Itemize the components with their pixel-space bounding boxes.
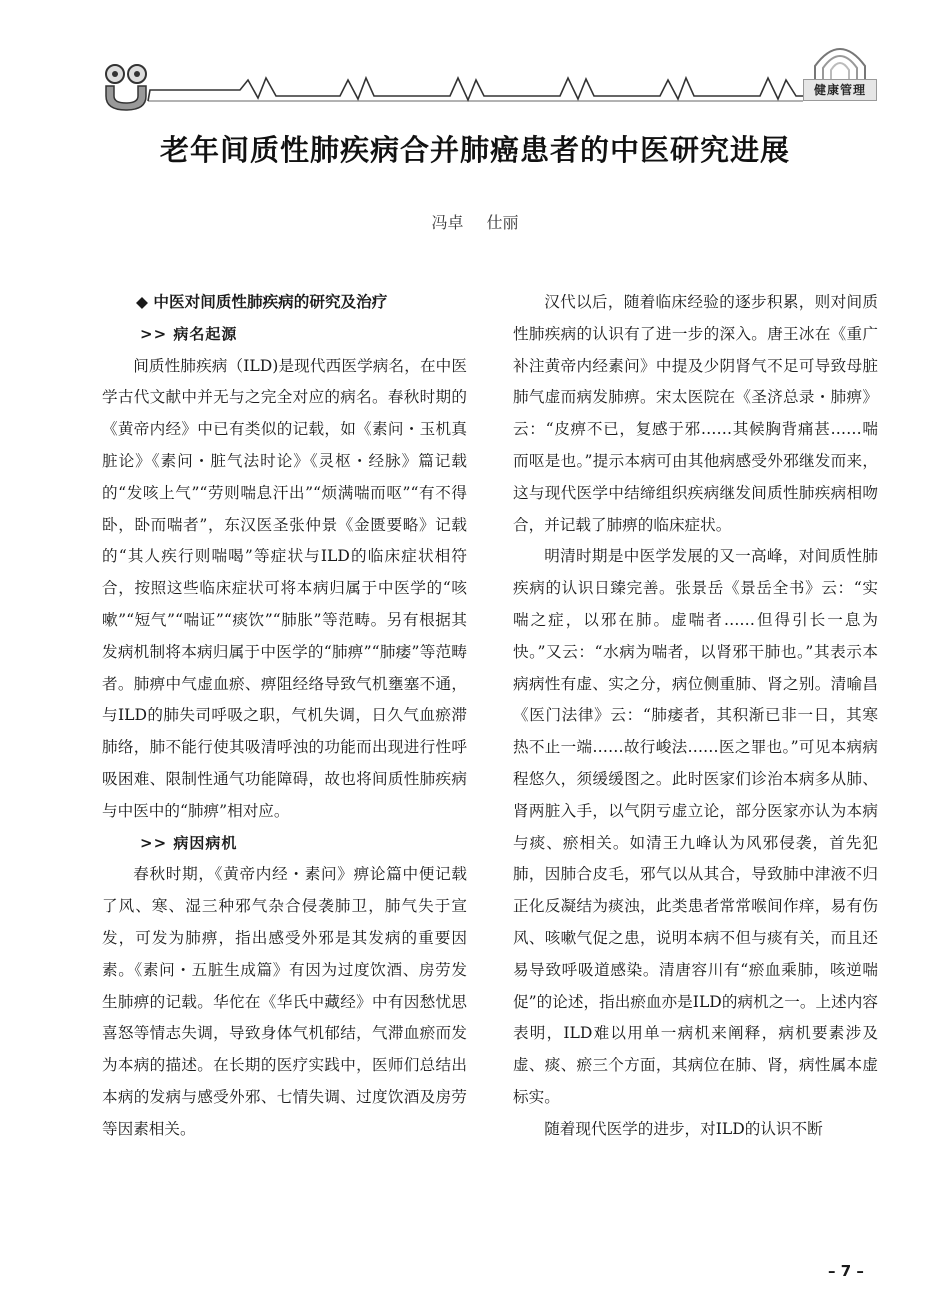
- header-ornament: [0, 0, 950, 130]
- paragraph: 汉代以后，随着临床经验的逐步积累，则对间质性肺疾病的认识有了进一步的深入。唐王冰在《重广补注黄帝内经素问》中提及少阴肾气不足可导致母脏肺气虚而病发肺痹。宋太医院在《圣济总录・肺痹》云：“皮痹不已，复感于邪……其候胸背痛甚……喘而呕是也。”提示本病可由其他病感受外邪继发而来，这与现代医学中结缔组织疾病继发间质性肺疾病相吻合，并记载了肺痹的临床症状。: [513, 293, 878, 534]
- arch-icon: [815, 49, 865, 80]
- left-column: [102, 287, 467, 1146]
- page-header: [0, 0, 950, 130]
- page-number: – 7 –: [828, 1262, 864, 1280]
- subheading-etiology: >> 病因病机: [140, 833, 238, 852]
- article-title: 老年间质性肺疾病合并肺癌患者的中医研究进展: [159, 133, 790, 167]
- right-column: [513, 287, 878, 1146]
- paragraph: 随着现代医学的进步，对ILD的认识不断: [544, 1119, 823, 1138]
- paragraph: 春秋时期，《黄帝内经・素问》痹论篇中便记载了风、寒、湿三种邪气杂合侵袭肺卫，肺气失于宣发，可发为肺痹，指出感受外邪是其发病的重要因素。《素问・五脏生成篇》有因为过度饮酒、房劳发生肺痹的记载。华佗在《华氏中藏经》中有因愁忧思喜怒等情志失调，导致身体气机郁结，气滞血瘀而发为本病的描述。在长期的医疗实践中，医师们总结出本病的发病与感受外邪、七情失调、过度饮酒及房劳等因素相关。: [102, 865, 467, 1138]
- paragraph: 间质性肺疾病（ILD)是现代西医学病名，在中医学古代文献中并无与之完全对应的病名。春秋时期的《黄帝内经》中已有类似的记载，如《素问・玉机真脏论》《素问・脏气法时论》《灵枢・经脉》篇记载的“发咳上气”“劳则喘息汗出”“烦满喘而呕”“有不得卧，卧而喘者”，东汉医圣张仲景《金匮要略》记载的“其人疾行则喘喝”等症状与ILD的临床症状相符合，按照这些临床症状可将本病归属于中医学的“咳嗽”“短气”“喘证”“痰饮”“肺胀”等范畴。另有根据其发病机制将本病归属于中医学的“肺痹”“肺痿”等范畴者。肺痹中气虚血瘀、痹阻经络导致气机壅塞不通，与ILD的肺失司呼吸之职，气机失调，日久气血瘀滞肺络，肺不能行使其吸清呼浊的功能而出现进行性呼吸困难、限制性通气功能障碍，故也将间质性肺疾病与中医中的“肺痹”相对应。: [102, 356, 467, 820]
- subheading-origin: >> 病名起源: [140, 324, 238, 343]
- paragraph: 明清时期是中医学发展的又一高峰，对间质性肺疾病的认识日臻完善。张景岳《景岳全书》云：“实喘之症，以邪在肺。虚喘者……但得引长一息为快。”又云：“水病为喘者，以肾邪干肺也。”其表示本病病性有虚、实之分，病位侧重肺、肾之别。清喻昌《医门法律》云：“肺痿者，其积渐已非一日，其寒热不止一端……故行峻法……医之罪也。”可见本病病程悠久，须缓缓图之。此时医家们诊治本病多从肺、肾两脏入手，以气阴亏虚立论，部分医家亦认为本病与痰、瘀相关。如清王九峰认为风邪侵袭，首先犯肺，因肺合皮毛，邪气以从其合，导致肺中津液不归正化反凝结为痰浊，此类患者常常喉间作痒，易有伤风、咳嗽气促之患，说明本病不但与痰有关，而且还易导致呼吸道感染。清唐容川有“瘀血乘肺，咳逆喘促”的论述，指出瘀血亦是ILD的病机之一。上述内容表明，ILD难以用单一病机来阐释，病机要素涉及虚、痰、瘀三个方面，其病位在肺、肾，病性属本虚标实。: [513, 547, 878, 1106]
- logo-icon: [106, 65, 146, 110]
- section-badge: 健康管理: [803, 79, 877, 101]
- article-authors: 冯卓 仕丽: [431, 213, 519, 232]
- section-heading: ◆ 中医对间质性肺疾病的研究及治疗: [136, 293, 388, 311]
